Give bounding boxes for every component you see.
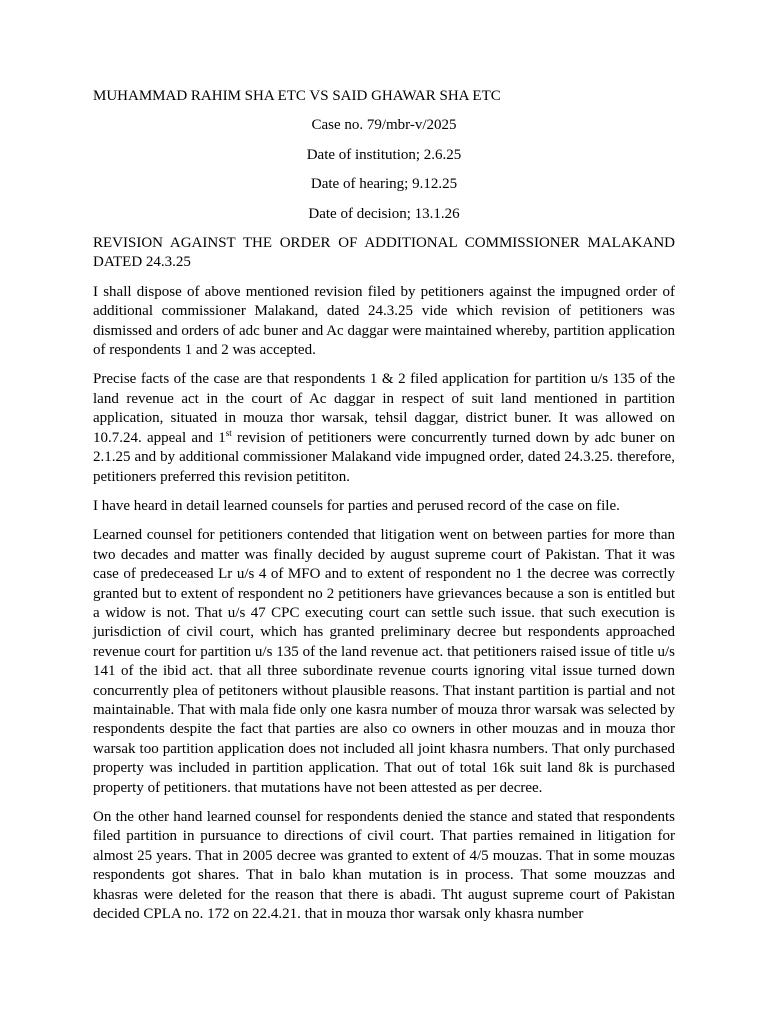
paragraph-facts-part2: revision of petitioners were concurrently turned down by adc buner on 2.1.25 and by additional commissioner Malakand vide impugned order, dated 24.3.25. therefore, petitioners preferred this revision petititon.	[93, 429, 675, 485]
date-of-hearing: Date of hearing; 9.12.25	[310, 176, 458, 193]
paragraph-facts	[93, 370, 675, 486]
date-of-decision: Date of decision; 13.1.26	[308, 205, 460, 222]
document-body	[93, 87, 675, 934]
revision-subject: REVISION AGAINST THE ORDER OF ADDITIONAL COMMISSIONER MALAKAND DATED 24.3.25	[93, 235, 675, 271]
paragraph-petitioners-arguments: Learned counsel for petitioners contended that litigation went on between parties for more than two decades and matter was finally decided by august supreme court of Pakistan. That it was case of predeceased Lr u/s 4 of MFO and to extent of respondent no 1 the decree was correctly granted but to extent of respondent no 2 petitioners have grievances because a son is entitled but a widow is not. That u/s 47 CPC executing court can settle such issue. that such execution is jurisdiction of civil court, which has granted preliminary decree but respondents approached revenue court for partition u/s 135 of the land revenue act. that petitioners raised issue of title u/s 141 of the ibid act. that all three subordinate revenue courts ignoring vital issue turned down concurrently plea of petitoners without plausible reasons. That instant partition is partial and not maintainable. That with mala fide only one kasra number of mouza thror warsak was selected by respondents despite the fact that parties are also co owners in other mouzas and in mouza thor warsak too partition application does not included all joint khasra numbers. That only purchased property was included in partition application. That out of total 16k suit land 8k is purchased property of petitioners. that mutations have not been attested as per decree.	[93, 527, 675, 796]
date-of-institution: Date of institution; 2.6.25	[306, 146, 462, 163]
paragraph-facts-part1: Precise facts of the case are that respondents 1 & 2 filed application for partition u/s 135 of the land revenue act in the court of Ac daggar in respect of suit land mentioned in partition application, situated in mouza thor warsak, tehsil daggar, district buner. It was allowed on 10.7.24. appeal and 1	[93, 371, 675, 446]
ordinal-superscript: st	[225, 427, 232, 438]
case-title: MUHAMMAD RAHIM SHA ETC VS SAID GHAWAR SHA ETC	[93, 88, 501, 104]
case-number: Case no. 79/mbr-v/2025	[311, 117, 457, 134]
paragraph-respondents-arguments: On the other hand learned counsel for respondents denied the stance and stated that respondents filed partition in pursuance to directions of civil court. That parties remained in litigation for almost 25 years. That in 2005 decree was granted to extent of 4/5 mouzas. That in some mouzas respondents got shares. That in balo khan mutation is in process. That some mouzzas and khasras were deleted for the reason that there is abadi. Tht august supreme court of Pakistan decided CPLA no. 172 on 22.4.21. that in mouza thor warsak only khasra number	[93, 809, 675, 923]
paragraph-disposal: I shall dispose of above mentioned revision filed by petitioners against the impugned order of additional commissioner Malakand, dated 24.3.25 vide which revision of petitioners was dismissed and orders of adc buner and Ac daggar were maintained whereby, partition application of respondents 1 and 2 was accepted.	[93, 283, 675, 359]
paragraph-hearing: I have heard in detail learned counsels for parties and perused record of the case on file.	[93, 497, 620, 514]
